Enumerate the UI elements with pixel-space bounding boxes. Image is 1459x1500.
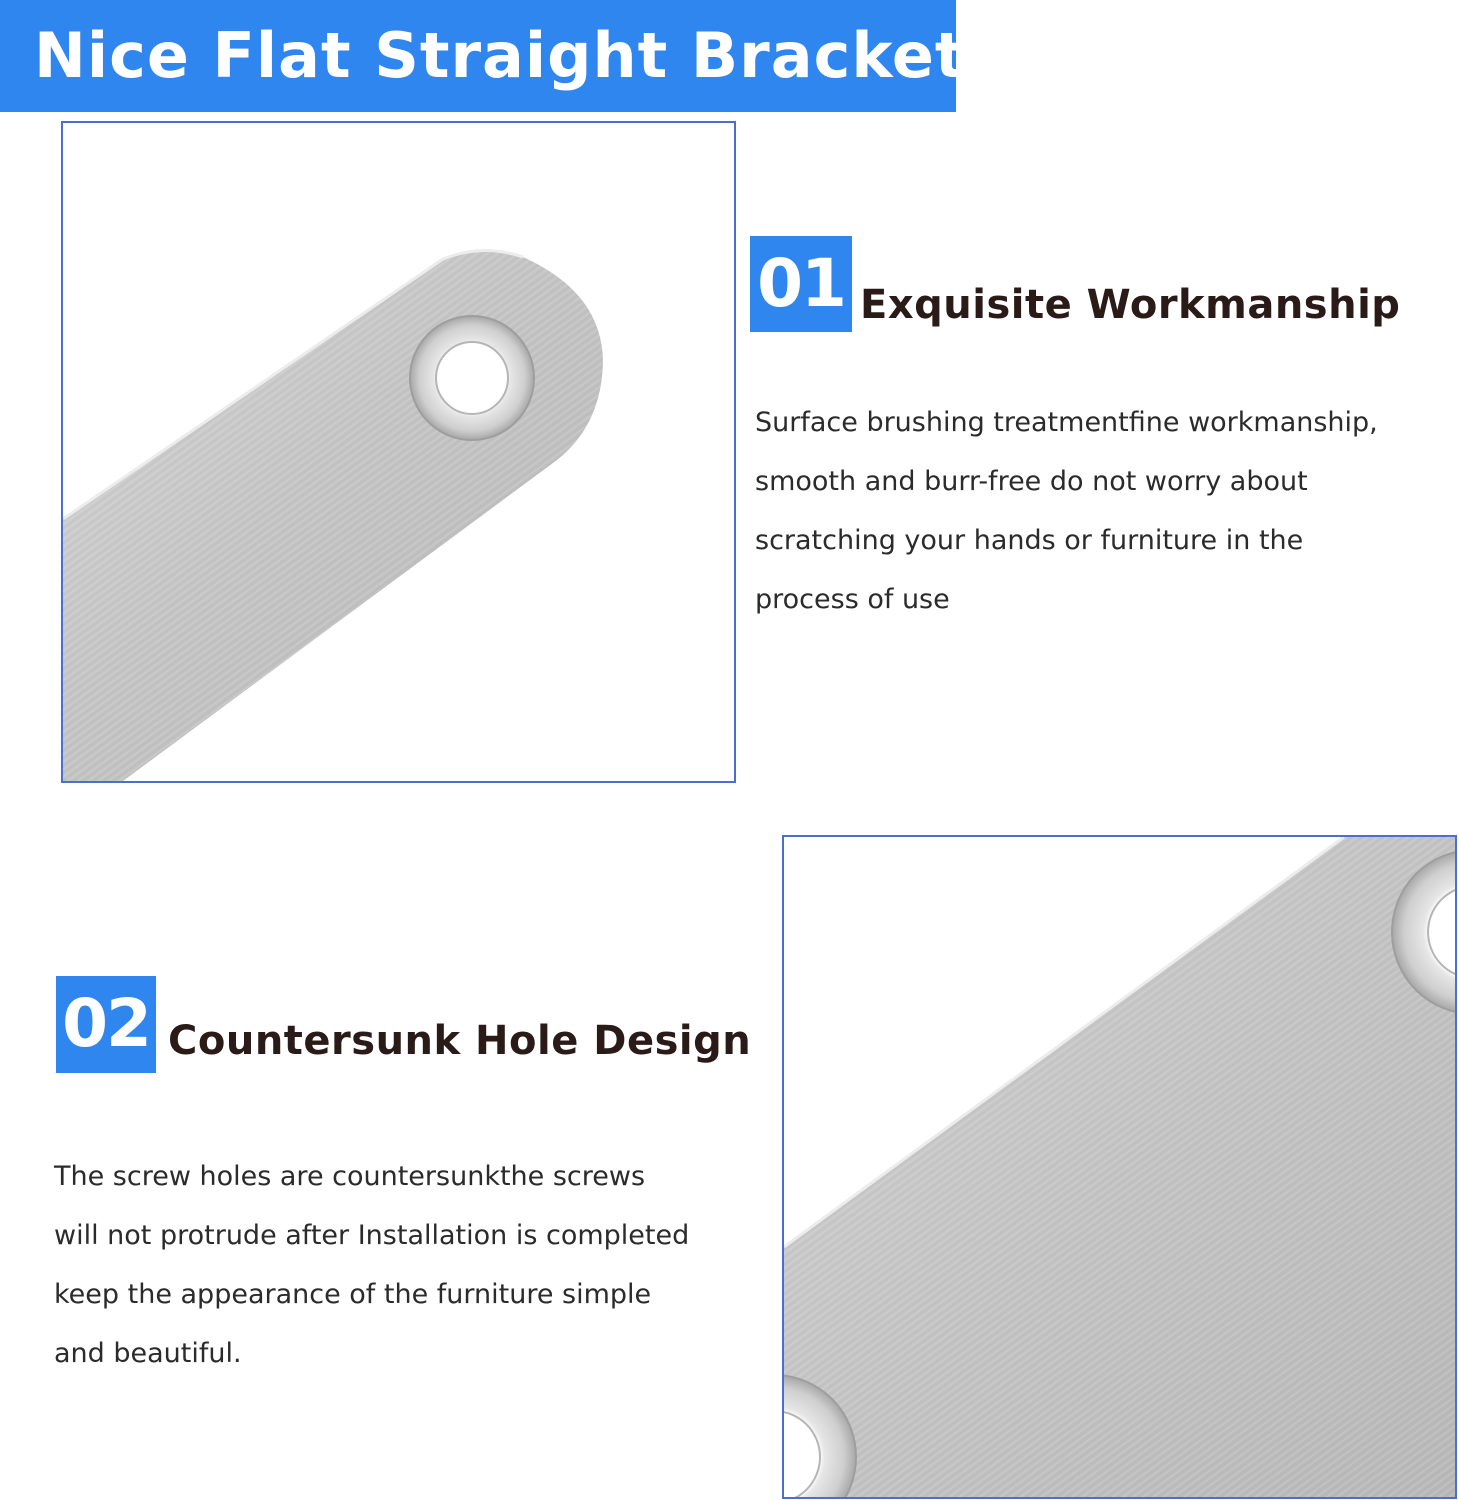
countersunk-hole xyxy=(410,316,534,440)
description-line: keep the appearance of the furniture simple xyxy=(54,1279,652,1310)
feature-title: Exquisite Workmanship xyxy=(860,282,1401,328)
description-line: and beautiful. xyxy=(54,1338,242,1369)
banner-title: Nice Flat Straight Bracket xyxy=(34,19,966,92)
feature-description xyxy=(755,393,1459,629)
description-line: will not protrude after Installation is completed xyxy=(54,1220,690,1251)
bracket-end-illustration xyxy=(63,123,734,781)
description-line: scratching your hands or furniture in the xyxy=(755,525,1304,556)
description-line: Surface brushing treatmentfine workmanship, xyxy=(755,407,1378,438)
description-line: process of use xyxy=(755,584,950,615)
description-line: smooth and burr-free do not worry about xyxy=(755,466,1308,497)
description-line: The screw holes are countersunkthe screws xyxy=(54,1161,646,1192)
feature-number-badge: 01 xyxy=(750,236,852,332)
bracket-holes-illustration xyxy=(784,837,1455,1497)
feature-title: Countersunk Hole Design xyxy=(168,1018,752,1064)
header-banner xyxy=(0,0,966,112)
bracket-end-image xyxy=(61,121,736,783)
feature-number-badge: 02 xyxy=(56,976,156,1073)
feature-description xyxy=(54,1147,774,1383)
bracket-holes-image xyxy=(782,835,1457,1499)
